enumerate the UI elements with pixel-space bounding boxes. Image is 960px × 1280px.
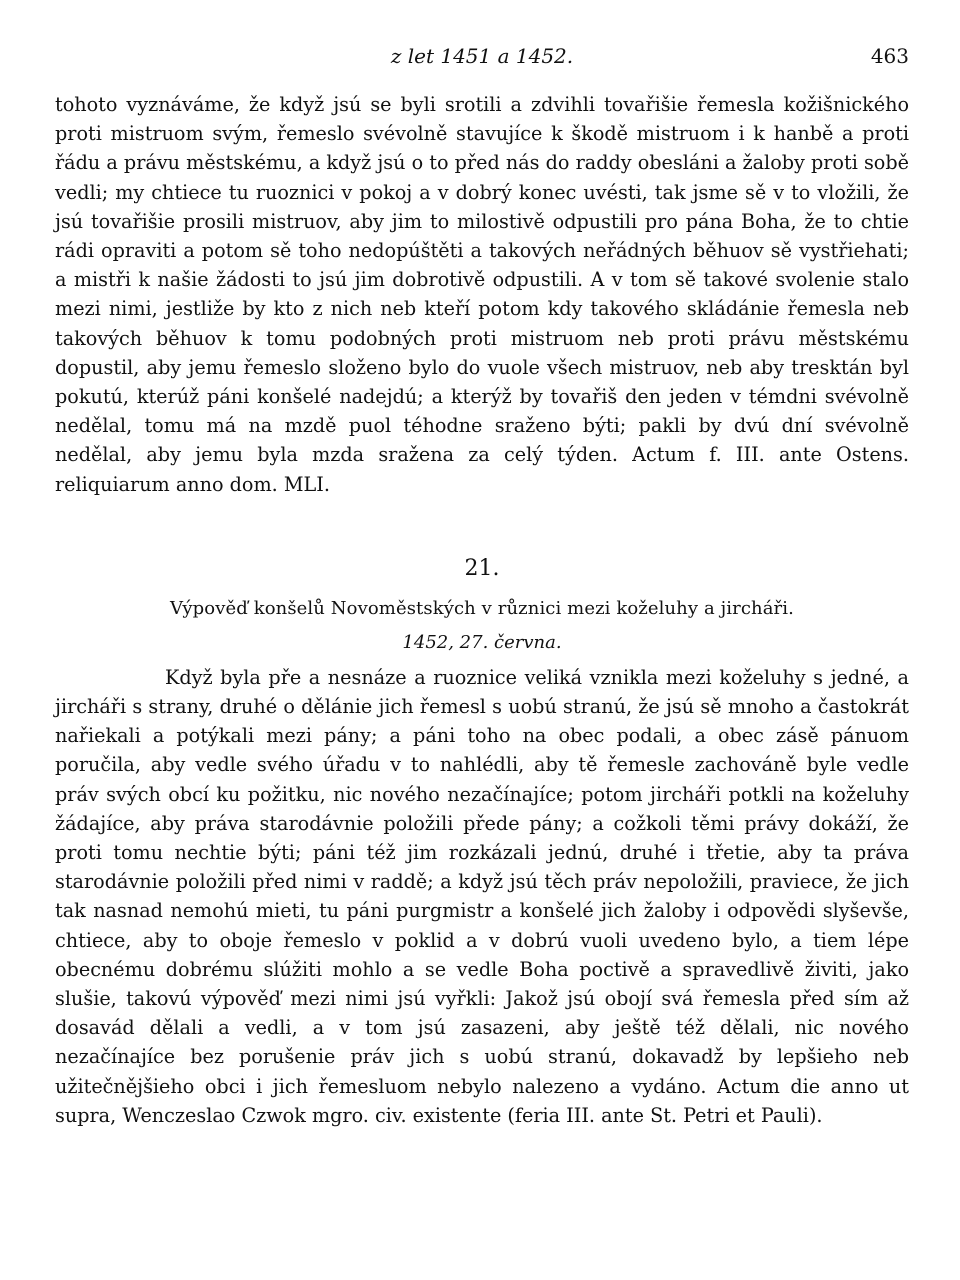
document-page	[55, 36, 909, 1130]
running-header	[55, 36, 909, 76]
section-number: 21.	[464, 555, 500, 581]
page-number: 463	[870, 44, 909, 68]
section-date: 1452, 27. června.	[402, 631, 562, 653]
running-title: z let 1451 a 1452.	[390, 44, 574, 68]
section-title: Výpověď konšelů Novoměstských v různici mezi koželuhy a jircháři.	[170, 597, 794, 619]
section-paragraph: Když byla pře a nesnáze a ruoznice veliká vznikla mezi koželuhy s jedné, a jircháři s strany, druhé o dělánie jich řemesl s uobú stranú, že jsú sě mnoho a častokrát nařiekali a potýkali mezi pány; a páni toho na obec podali, a obec zásě pánuom poručila, aby vedle svého úřadu v to nahlédli, aby tě řemesle zachováně byle vedle práv svých obcí ku požitku, nic nového nezačínajíce; potom jircháři potkli na koželuhy žádajíce, aby práva starodávnie položili přede pány; a cožkoli těmi právy dokáží, že proti tomu nechtie býti; páni též jim rozkázali jednú, druhé i třetie, aby ta práva starodávnie položili před nimi v raddě; a když jsú těch práv nepoložili, praviece, že jich tak nasnad nemohú mieti, tu páni purgmistr a konšelé jich žaloby i odpovědi slyševše, chtiece, aby to oboje řemeslo v poklid a v dobrú vuoli uvedeno bylo, a tiem lépe obecnému dobrému slúžiti mohlo a se vedle Boha poctivě a spravedlivě živiti, jako slušie, takovú výpověď mezi nimi jsú vyřkli: Jakož jsú obojí svá řemesla před sím až dosavád dělali a vedli, a v tom jsú zasazeni, aby ještě též dělali, nic nového nezačínajíce bez porušenie práv jich s uobú stranú, dokavadž by lepšieho neb užitečnějšieho obci i jich řemesluom nebylo nalezeno a vydáno. Actum die anno ut supra, Wenczeslao Czwok mgro. civ. existente (feria III. ante St. Petri et Pauli).	[55, 665, 909, 1127]
continuation-paragraph: tohoto vyznáváme, že když jsú se byli srotili a zdvihli tovařišie řemesla kožišnického proti mistruom svým, řemeslo svévolně stavujíce k škodě mistruom i k hanbě a proti řádu a právu městskému, a když jsú o to před nás do raddy obesláni a žaloby proti sobě vedli; my chtiece tu ruoznici v pokoj a v dobrý konec uvésti, tak jsme sě v to vložili, že jsú tovařišie prosili mistruov, aby jim to milostivě odpustili pro pána Boha, že to chtie rádi opraviti a potom sě toho nedopúštěti a takových neřádných běhuov sě vystřiehati; a mistři k našie žádosti to jsú jim dobrotivě odpustili. A v tom sě takové svolenie stalo mezi nimi, jestliže by kto z nich neb kteří potom kdy takového skládánie řemesla neb takových běhuov k tomu podobných proti mistruom neb proti právu městskému dopustil, aby jemu řemeslo složeno bylo do vuole všech mistruov, neb aby tresktán byl pokutú, kterúž páni konšelé nadejdú; a kterýž by tovařiš den jeden v témdni svévolně nedělal, tomu má na mzdě puol téhodne sraženo býti; pakli by dvú dní svévolně nedělal, aby jemu byla mzda sražena za celý týden. Actum f. III. ante Ostens. reliquiarum anno dom. MLI.	[55, 93, 909, 496]
